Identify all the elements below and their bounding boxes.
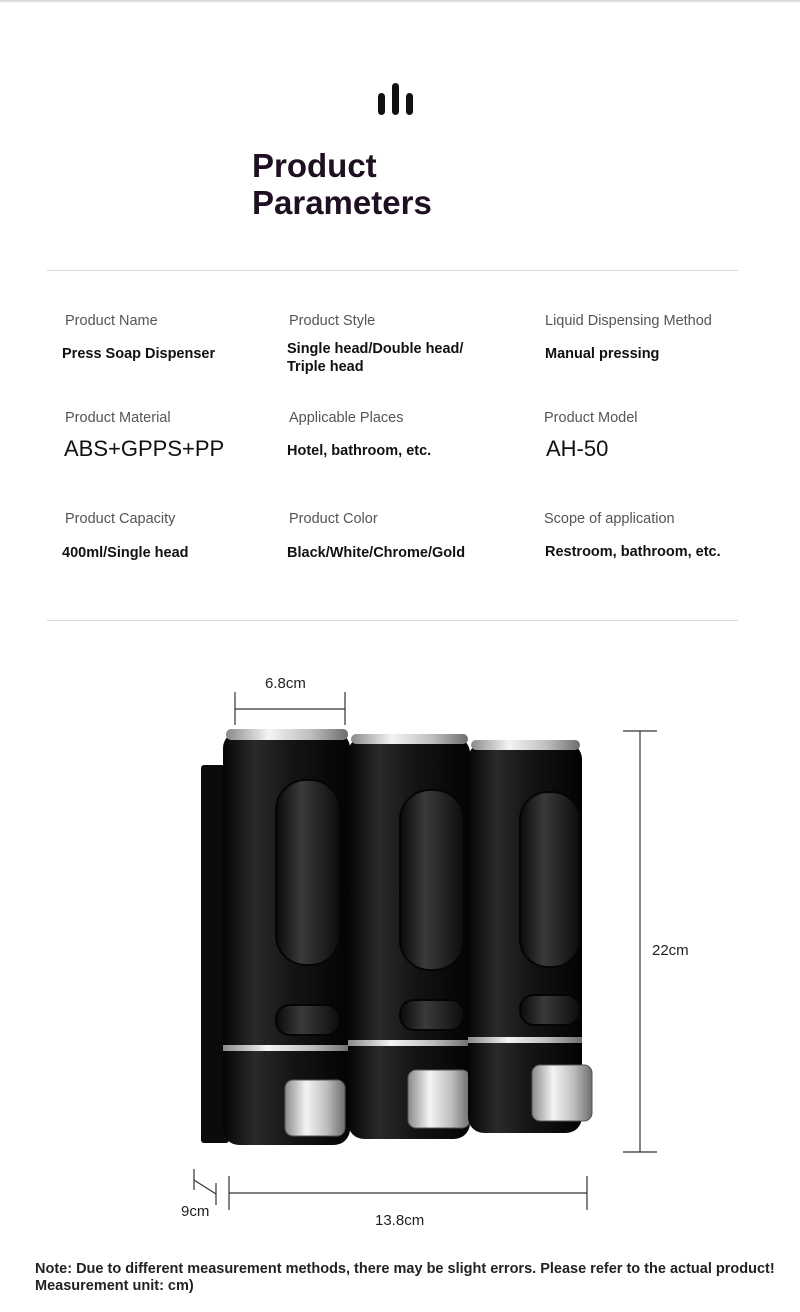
note-line-2: Measurement unit: cm) — [35, 1278, 194, 1294]
param-label-name: Product Name — [65, 313, 158, 329]
title-line-1: Product — [252, 147, 377, 184]
param-label-places: Applicable Places — [289, 410, 404, 426]
param-label-style: Product Style — [289, 313, 376, 329]
dispenser-3 — [468, 740, 592, 1133]
param-value-style-line2: Triple head — [287, 359, 364, 375]
dimension-total-width: 13.8cm — [375, 1212, 425, 1229]
param-label-scope: Scope of application — [544, 511, 675, 527]
param-value-scope: Restroom, bathroom, etc. — [545, 544, 721, 560]
param-value-capacity: 400ml/Single head — [62, 545, 189, 561]
param-label-material: Product Material — [65, 410, 171, 426]
measurement-note — [35, 1261, 785, 1295]
param-value-material: ABS+GPPS+PP — [64, 436, 225, 461]
param-value-color: Black/White/Chrome/Gold — [287, 545, 466, 561]
param-value-places: Hotel, bathroom, etc. — [287, 443, 432, 459]
param-value-style-line1: Single head/Double head/ — [287, 341, 464, 357]
dispenser-1 — [223, 729, 350, 1145]
param-value-dispensing: Manual pressing — [545, 346, 660, 362]
param-value-name: Press Soap Dispenser — [62, 346, 216, 362]
dimension-height: 22cm — [652, 942, 689, 959]
param-label-capacity: Product Capacity — [65, 511, 176, 527]
dimension-depth: 9cm — [181, 1203, 210, 1220]
param-label-color: Product Color — [289, 511, 378, 527]
dispenser-2 — [348, 734, 470, 1139]
param-label-model: Product Model — [544, 410, 638, 426]
title-line-2: Parameters — [252, 184, 432, 221]
dimension-width-head: 6.8cm — [265, 675, 306, 692]
param-value-model: AH-50 — [546, 436, 609, 461]
param-label-dispensing: Liquid Dispensing Method — [545, 313, 712, 329]
note-line-1: Note: Due to different measurement methods, there may be slight errors. Please refer to the actual product! — [35, 1261, 775, 1277]
